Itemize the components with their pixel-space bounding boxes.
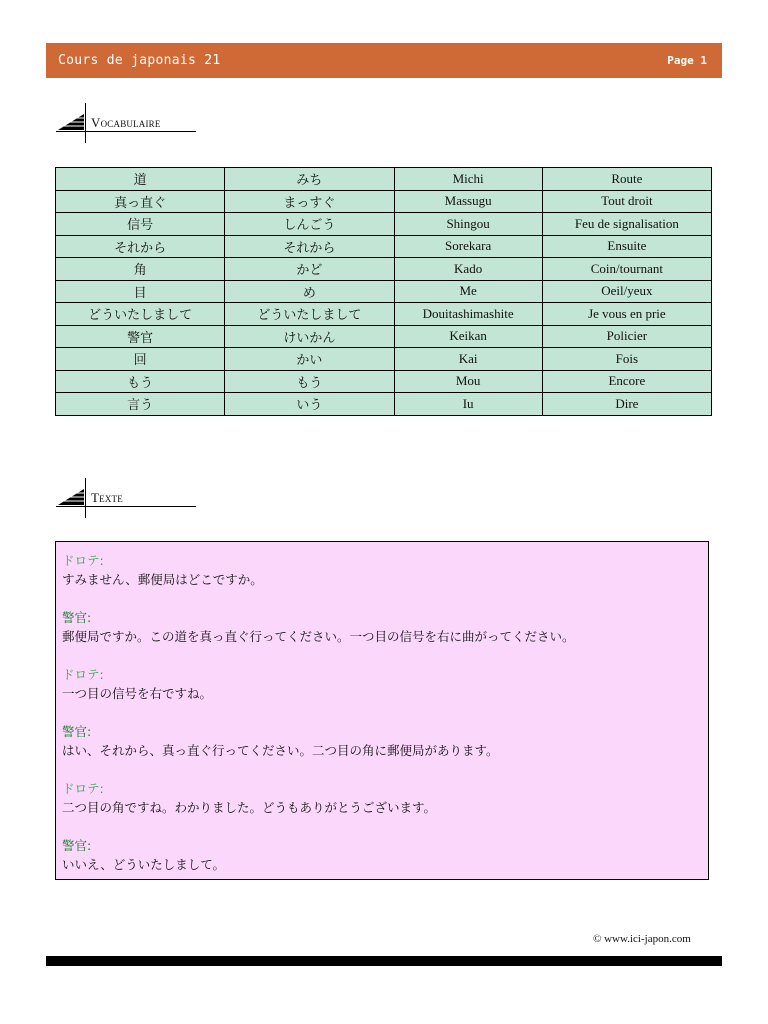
cell-romaji: Sorekara [394, 235, 542, 258]
dialog-turn [62, 722, 702, 761]
cell-kanji: 道 [56, 168, 225, 191]
dialog-line: 郵便局ですか。この道を真っ直ぐ行ってください。一つ目の信号を右に曲がってください。 [62, 629, 575, 644]
dialog-turn [62, 779, 702, 818]
dialog-line: 一つ目の信号を右ですね。 [62, 686, 213, 701]
cell-kana: まっすぐ [225, 190, 394, 213]
stairs-icon [58, 114, 84, 130]
cell-romaji: Me [394, 280, 542, 303]
footer-bar [46, 956, 722, 966]
cell-romaji: Kai [394, 348, 542, 371]
speaker-name: ドロテ: [62, 667, 104, 682]
cell-kana: いう [225, 393, 394, 416]
cell-kana: どういたしまして [225, 303, 394, 326]
cell-romaji: Massugu [394, 190, 542, 213]
heading-divider-vertical [85, 478, 86, 518]
dialog-box [55, 541, 709, 880]
heading-divider-horizontal [56, 131, 196, 132]
cell-kanji: 回 [56, 348, 225, 371]
cell-kana: それから [225, 235, 394, 258]
cell-romaji: Douitashimashite [394, 303, 542, 326]
dialog-line: はい、それから、真っ直ぐ行ってください。二つ目の角に郵便局があります。 [62, 743, 499, 758]
dialog-turn [62, 551, 702, 590]
table-row [56, 213, 712, 236]
cell-kanji: もう [56, 370, 225, 393]
section-heading-vocabulary [56, 103, 196, 143]
cell-french: Encore [542, 370, 711, 393]
cell-romaji: Keikan [394, 325, 542, 348]
header-bar [46, 43, 722, 78]
cell-kanji: どういたしまして [56, 303, 225, 326]
section-heading-text [56, 478, 196, 518]
cell-kana: みち [225, 168, 394, 191]
table-row [56, 190, 712, 213]
cell-kana: かど [225, 258, 394, 281]
cell-kanji: 言う [56, 393, 225, 416]
cell-kana: もう [225, 370, 394, 393]
cell-kanji: 目 [56, 280, 225, 303]
table-row [56, 348, 712, 371]
dialog-line: いいえ、どういたしまして。 [62, 857, 226, 872]
cell-kanji: 警官 [56, 325, 225, 348]
cell-romaji: Michi [394, 168, 542, 191]
speaker-name: ドロテ: [62, 553, 104, 568]
cell-french: Tout droit [542, 190, 711, 213]
section-title: Texte [91, 490, 123, 505]
speaker-name: 警官: [62, 838, 92, 853]
vocabulary-table [55, 167, 712, 416]
cell-kanji: 角 [56, 258, 225, 281]
cell-romaji: Mou [394, 370, 542, 393]
dialog-line: すみません、郵便局はどこですか。 [62, 572, 263, 587]
cell-romaji: Kado [394, 258, 542, 281]
dialog-line: 二つ目の角ですね。わかりました。どうもありがとうございます。 [62, 800, 437, 815]
table-row [56, 370, 712, 393]
cell-kana: め [225, 280, 394, 303]
cell-french: Feu de signalisation [542, 213, 711, 236]
cell-kana: かい [225, 348, 394, 371]
stairs-icon [58, 489, 84, 505]
table-row [56, 303, 712, 326]
section-title: Vocabulaire [91, 115, 161, 130]
dialog-turn [62, 836, 702, 875]
cell-french: Route [542, 168, 711, 191]
cell-kana: しんごう [225, 213, 394, 236]
table-row [56, 393, 712, 416]
copyright-footer: © www.ici-japon.com [593, 933, 691, 945]
table-row [56, 325, 712, 348]
cell-kanji: 信号 [56, 213, 225, 236]
cell-french: Fois [542, 348, 711, 371]
table-row [56, 168, 712, 191]
cell-romaji: Iu [394, 393, 542, 416]
cell-kanji: それから [56, 235, 225, 258]
cell-french: Policier [542, 325, 711, 348]
dialog-turn [62, 608, 702, 647]
cell-french: Dire [542, 393, 711, 416]
dialog-turn [62, 665, 702, 704]
speaker-name: 警官: [62, 724, 92, 739]
cell-french: Oeil/yeux [542, 280, 711, 303]
page-number: Page 1 [667, 54, 707, 67]
table-row [56, 258, 712, 281]
heading-divider-horizontal [56, 506, 196, 507]
cell-romaji: Shingou [394, 213, 542, 236]
cell-french: Coin/tournant [542, 258, 711, 281]
table-row [56, 280, 712, 303]
cell-french: Ensuite [542, 235, 711, 258]
cell-kanji: 真っ直ぐ [56, 190, 225, 213]
speaker-name: 警官: [62, 610, 92, 625]
speaker-name: ドロテ: [62, 781, 104, 796]
page-title: Cours de japonais 21 [58, 53, 221, 68]
table-row [56, 235, 712, 258]
cell-kana: けいかん [225, 325, 394, 348]
cell-french: Je vous en prie [542, 303, 711, 326]
heading-divider-vertical [85, 103, 86, 143]
